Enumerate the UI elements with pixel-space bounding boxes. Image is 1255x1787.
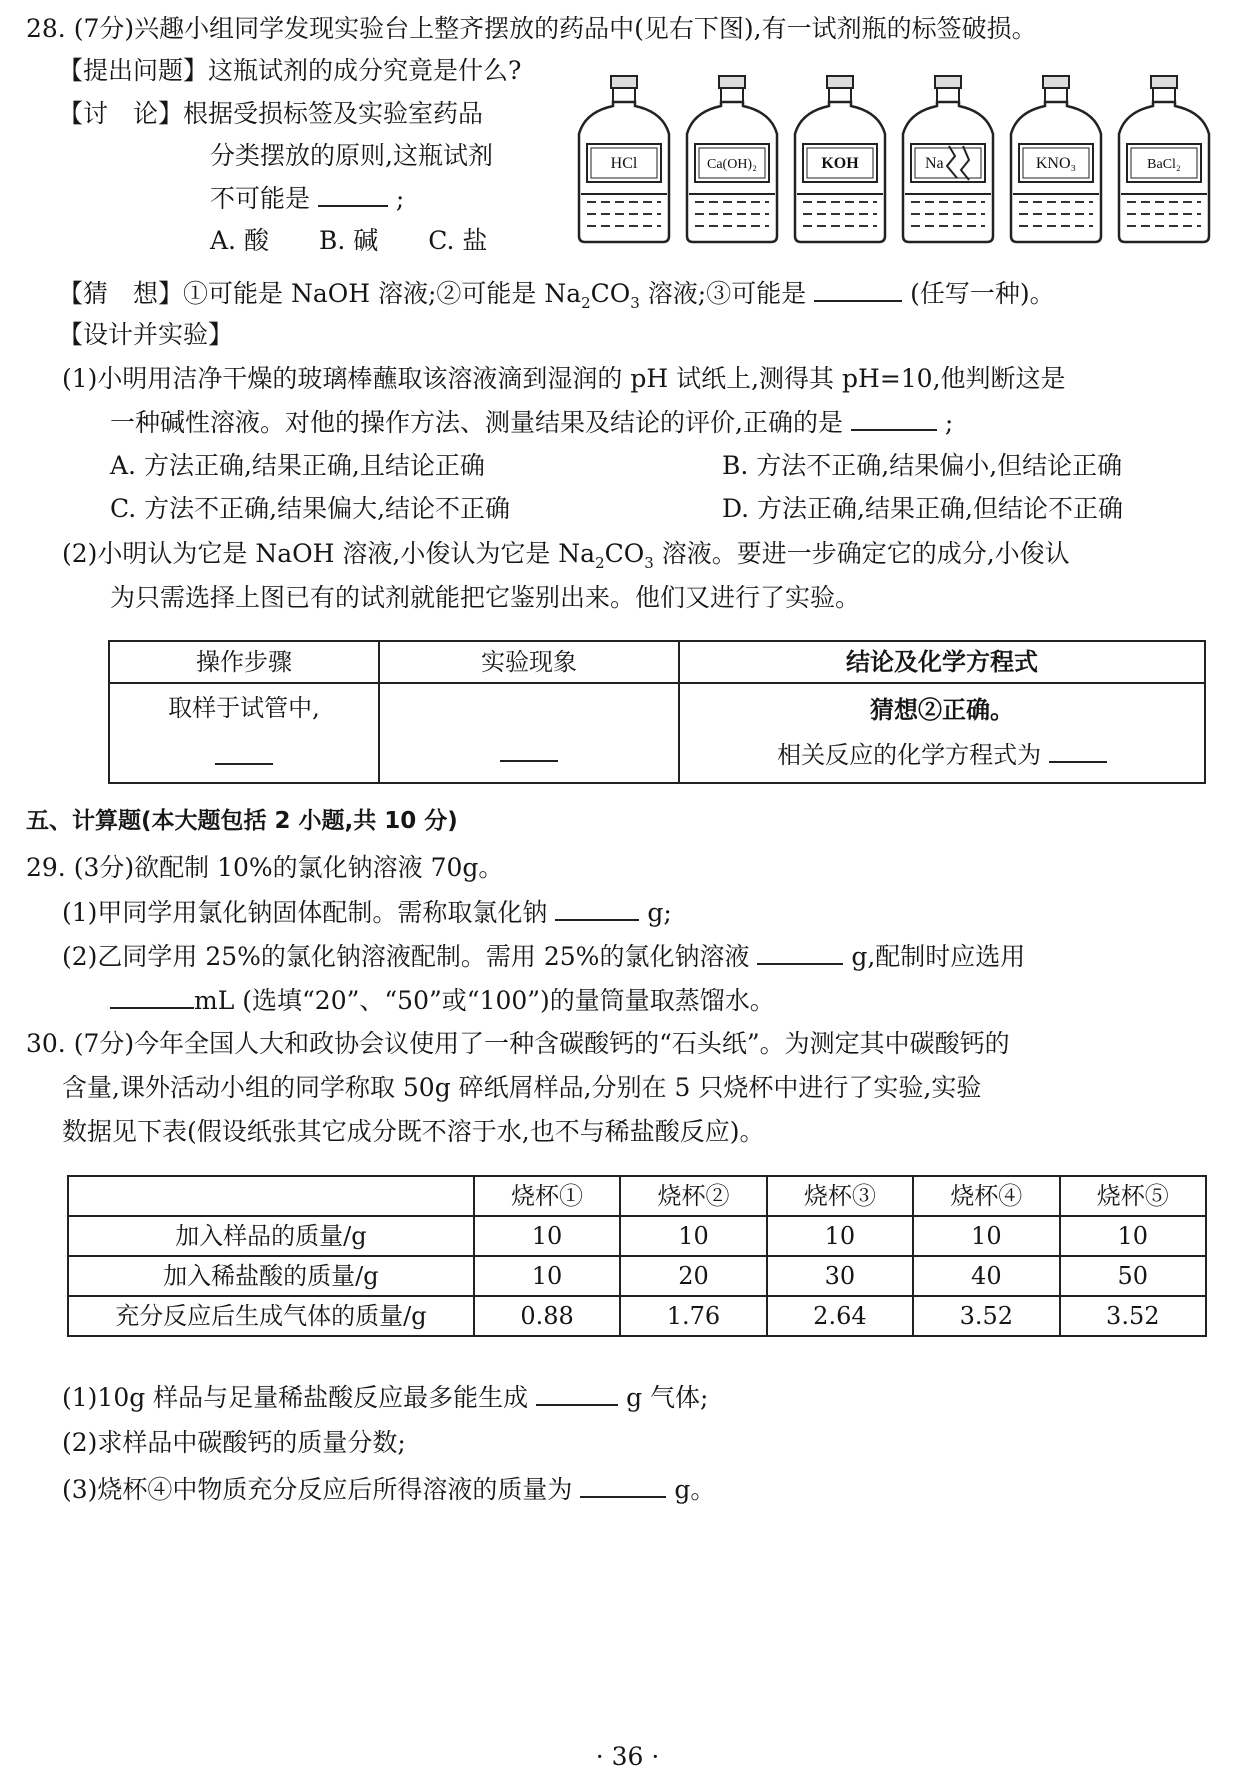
q28-p2-line1 xyxy=(62,539,1070,572)
q30-table-cell: 0.88 xyxy=(474,1296,620,1336)
q29-p1-blank xyxy=(555,897,639,921)
q30-table-cell: 50 xyxy=(1060,1256,1206,1296)
q28-table-equation-blank xyxy=(1049,739,1107,763)
q29-p1-text: (1)甲同学用氯化钠固体配制。需称取氯化钠 xyxy=(62,898,548,927)
q30-table-row xyxy=(68,1256,1206,1296)
reagent-bottle xyxy=(687,76,777,242)
q30-table-header-beaker-5: 烧杯⑤ xyxy=(1060,1176,1206,1216)
q30-table-cell: 3.52 xyxy=(913,1296,1059,1336)
q29-p2-line2 xyxy=(110,985,775,1016)
q28-p1-line2 xyxy=(110,407,953,438)
q28-table-cell-phenomenon xyxy=(379,683,679,783)
q30-line3: 数据见下表(假设纸张其它成分既不溶于水,也不与稀盐酸反应)。 xyxy=(62,1117,765,1146)
q28-table-conclusion-text: 猜想②正确。 xyxy=(870,695,1014,725)
q30-table-cell: 2.64 xyxy=(767,1296,913,1336)
q30-table-header-row xyxy=(68,1176,1206,1216)
q30-table-header-beaker-4: 烧杯④ xyxy=(913,1176,1059,1216)
q28-experiment-table xyxy=(108,640,1206,784)
q28-p1-blank xyxy=(851,407,937,431)
q28-table-cell-conclusion xyxy=(679,683,1205,783)
q28-option-d: D. 方法正确,结果正确,但结论不正确 xyxy=(722,494,1123,523)
q29-p2-blank xyxy=(757,941,843,965)
reagent-bottle xyxy=(1011,76,1101,242)
q29-p2-mid: g,配制时应选用 xyxy=(851,942,1026,971)
q28-table-op-blank xyxy=(215,741,273,765)
q28-guess xyxy=(58,278,1055,312)
q30-table-cell: 1.76 xyxy=(620,1296,766,1336)
q30-table-corner-cell xyxy=(68,1176,474,1216)
q28-table-op-text: 取样于试管中, xyxy=(168,694,320,723)
q28-guess-sub2: 3 xyxy=(630,294,640,312)
q30-table-header-beaker-3: 烧杯③ xyxy=(767,1176,913,1216)
q28-p2-text-b: CO xyxy=(604,539,645,568)
q28-discuss-line3-end: ; xyxy=(395,184,405,213)
section5-heading: 五、计算题(本大题包括 2 小题,共 10 分) xyxy=(26,808,458,834)
bottle-label-text: KNO₃ xyxy=(1035,155,1077,172)
q28-discuss-blank xyxy=(318,183,388,207)
q30-table-cell: 30 xyxy=(767,1256,913,1296)
q28-table-phenomenon-blank xyxy=(500,738,558,762)
q29-p2-text: (2)乙同学用 25%的氯化钠溶液配制。需用 25%的氯化钠溶液 xyxy=(62,942,750,971)
q28-discuss-line2: 分类摆放的原则,这瓶试剂 xyxy=(210,141,493,170)
q28-table-body-row xyxy=(109,683,1205,783)
q28-p1-line1: (1)小明用洁净干燥的玻璃棒蘸取该溶液滴到湿润的 pH 试纸上,测得其 pH=10,他判断这是 xyxy=(62,364,1066,393)
q28-guess-text-a: 【猜 想】①可能是 NaOH 溶液;②可能是 Na xyxy=(58,279,582,308)
bottle-label-text: BaCl₂ xyxy=(1147,157,1181,172)
q28-option-b: B. 方法不正确,结果偏小,但结论正确 xyxy=(722,451,1123,480)
q28-design: 【设计并实验】 xyxy=(58,320,234,349)
q30-table-row-label: 加入样品的质量/g xyxy=(68,1216,474,1256)
q28-options-abc: A. 酸 B. 碱 C. 盐 xyxy=(210,226,488,255)
q28-guess-end: (任写一种)。 xyxy=(910,279,1055,308)
q30-table-cell: 10 xyxy=(474,1216,620,1256)
q28-option-a: A. 方法正确,结果正确,且结论正确 xyxy=(110,451,485,480)
q28-discuss-line3-text: 不可能是 xyxy=(210,184,311,213)
q28-table-header-op: 操作步骤 xyxy=(109,641,379,683)
q28-guess-text-c: 溶液;③可能是 xyxy=(639,279,807,308)
q28-p2-text-c: 溶液。要进一步确定它的成分,小俊认 xyxy=(653,539,1070,568)
q30-table-row xyxy=(68,1216,1206,1256)
q30-table-cell: 10 xyxy=(913,1216,1059,1256)
q30-table-cell: 3.52 xyxy=(1060,1296,1206,1336)
q28-heading: 28. (7分)兴趣小组同学发现实验台上整齐摆放的药品中(见右下图),有一试剂瓶的标签破损。 xyxy=(26,14,1037,43)
q30-table-row-label: 加入稀盐酸的质量/g xyxy=(68,1256,474,1296)
q28-ask: 【提出问题】这瓶试剂的成分究竟是什么? xyxy=(58,56,522,85)
q28-table-equation-text: 相关反应的化学方程式为 xyxy=(777,741,1042,769)
page-number: · 36 · xyxy=(595,1742,660,1771)
q30-s1-blank xyxy=(536,1382,618,1406)
q28-table-cell-op xyxy=(109,683,379,783)
q30-s3-blank xyxy=(580,1474,666,1498)
q28-p1-line2-text: 一种碱性溶液。对他的操作方法、测量结果及结论的评价,正确的是 xyxy=(110,408,843,437)
q28-table-header-row xyxy=(109,641,1205,683)
q29-p1-end: g; xyxy=(647,898,672,927)
q28-p2-text-a: (2)小明认为它是 NaOH 溶液,小俊认为它是 Na xyxy=(62,539,596,568)
bottle-label-text: HCl xyxy=(610,155,638,172)
q28-p1-line2-end: ; xyxy=(944,408,954,437)
q30-s3-text: (3)烧杯④中物质充分反应后所得溶液的质量为 xyxy=(62,1475,573,1504)
q30-table-cell: 10 xyxy=(1060,1216,1206,1256)
reagent-bottle xyxy=(903,76,993,242)
q30-s1 xyxy=(62,1382,708,1413)
q30-s2: (2)求样品中碳酸钙的质量分数; xyxy=(62,1428,406,1457)
bottle-label-text: KOH xyxy=(821,155,859,172)
q28-option-c: C. 方法不正确,结果偏大,结论不正确 xyxy=(110,494,511,523)
q28-table-header-phenomenon: 实验现象 xyxy=(379,641,679,683)
q30-heading: 30. (7分)今年全国人大和政协会议使用了一种含碳酸钙的“石头纸”。为测定其中碳酸钙的 xyxy=(26,1029,1010,1058)
reagent-bottle xyxy=(579,76,669,242)
q30-table-cell: 10 xyxy=(474,1256,620,1296)
q30-s3-end: g。 xyxy=(674,1475,716,1504)
q28-table-header-conclusion: 结论及化学方程式 xyxy=(679,641,1205,683)
q30-s3 xyxy=(62,1474,715,1505)
reagent-bottle xyxy=(1119,76,1209,242)
q30-table-row-label: 充分反应后生成气体的质量/g xyxy=(68,1296,474,1336)
q28-p2-sub2: 3 xyxy=(644,554,654,572)
reagent-bottle xyxy=(795,76,885,242)
bottle-label-text: Na xyxy=(925,155,944,172)
q28-p2-sub: 2 xyxy=(595,554,605,572)
q29-p2-line2-text: mL (选填“20”、“50”或“100”)的量筒量取蒸馏水。 xyxy=(194,986,775,1015)
q30-data-table xyxy=(67,1175,1207,1337)
q30-table-header-beaker-1: 烧杯① xyxy=(474,1176,620,1216)
q30-table-cell: 20 xyxy=(620,1256,766,1296)
q29-p2-ml-blank xyxy=(110,985,194,1009)
q28-p2-line2: 为只需选择上图已有的试剂就能把它鉴别出来。他们又进行了实验。 xyxy=(110,583,861,612)
q29-p2-line1 xyxy=(62,941,1025,972)
q29-p1 xyxy=(62,897,672,928)
q30-table-cell: 40 xyxy=(913,1256,1059,1296)
q28-discuss-line3 xyxy=(210,183,404,214)
q28-discuss-line1: 【讨 论】根据受损标签及实验室药品 xyxy=(58,99,484,128)
q29-heading: 29. (3分)欲配制 10%的氯化钠溶液 70g。 xyxy=(26,853,504,882)
q28-guess-text-b: CO xyxy=(590,279,631,308)
q30-line2: 含量,课外活动小组的同学称取 50g 碎纸屑样品,分别在 5 只烧杯中进行了实验,实验 xyxy=(62,1073,982,1102)
reagent-bottles-illustration xyxy=(575,74,1215,244)
bottle-label-text: Ca(OH)₂ xyxy=(707,157,757,172)
q28-guess-sub: 2 xyxy=(581,294,591,312)
q30-table-header-beaker-2: 烧杯② xyxy=(620,1176,766,1216)
q30-s1-text: (1)10g 样品与足量稀盐酸反应最多能生成 xyxy=(62,1383,529,1412)
q30-s1-end: g 气体; xyxy=(626,1383,709,1412)
q30-table-cell: 10 xyxy=(767,1216,913,1256)
q30-table-cell: 10 xyxy=(620,1216,766,1256)
q28-guess-blank xyxy=(814,278,902,302)
q30-table-row xyxy=(68,1296,1206,1336)
